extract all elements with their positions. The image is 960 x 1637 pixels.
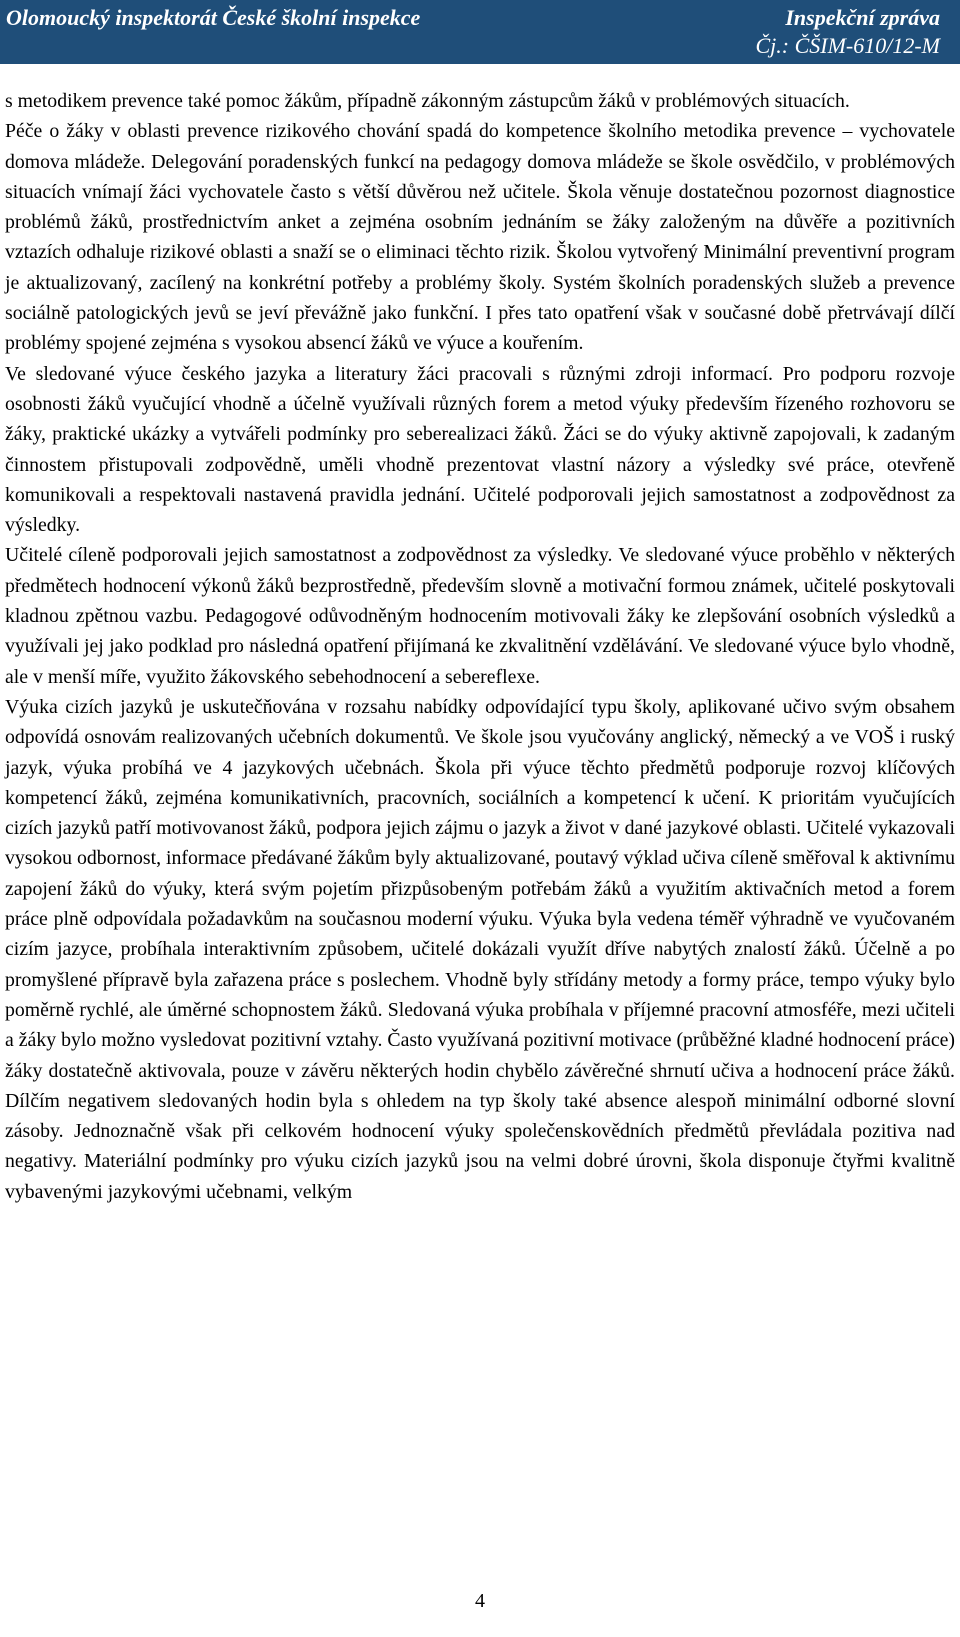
reference-number: Čj.: ČŠIM-610/12-M bbox=[755, 33, 940, 58]
body-text bbox=[5, 86, 955, 1207]
inspectorate-title: Olomoucký inspektorát České školní inspekce bbox=[6, 5, 421, 30]
page-number: 4 bbox=[475, 1590, 485, 1612]
paragraph: Péče o žáky v oblasti prevence rizikového chování spadá do kompetence školního metodika prevence – vychovatele domova mládeže. Delegování poradenských funkcí na pedagogy domova mládeže se škole osvědčilo, v problémových situacích vnímají žáci vychovatele často s větší důvěrou než učitele. Škola věnuje dostatečnou pozornost diagnostice problémů žáků, prostřednictvím anket a zejména osobním jednáním se žáky založeným na důvěře a pozitivních vztazích odhaluje rizikové oblasti a snaží se o eliminaci těchto rizik. Školou vytvořený Minimální preventivní program je aktualizovaný, zacílený na konkrétní potřeby a problémy školy. Systém školních poradenských služeb a prevence sociálně patologických jevů se jeví převážně jako funkční. I přes tato opatření však v současné době přetrvávají dílčí problémy spojené zejména s vysokou absencí žáků ve výuce a kouřením. bbox=[5, 120, 955, 355]
paragraph: Učitelé cíleně podporovali jejich samostatnost a zodpovědnost za výsledky. Ve sledované výuce proběhlo v některých předmětech hodnocení výkonů žáků bezprostředně, především slovně a motivační formou známek, učitelé poskytovali kladnou zpětnou vazbu. Pedagogové odůvodněným hodnocením motivovali žáky ke zlepšování osobních výsledků a využívali jej jako podklad pro následná opatření přijímaná ke zkvalitnění vzdělávání. Ve sledované výuce bylo vhodně, ale v menší míře, využito žákovského sebehodnocení a sebereflexe. bbox=[5, 544, 955, 688]
paragraph: Ve sledované výuce českého jazyka a literatury žáci pracovali s různými zdroji informací. Pro podporu rozvoje osobnosti žáků vyučující vhodně a účelně využívali různých forem a metod výuky především řízeného rozhovoru se žáky, praktické ukázky a vytvářeli podmínky pro seberealizaci žáků. Žáci se do výuky aktivně zapojovali, k zadaným činnostem přistupovali zodpovědně, uměli vhodně prezentovat vlastní názory a výsledky své práce, otevřeně komunikovali a respektovali nastavená pravidla jednání. Učitelé podporovali jejich samostatnost a zodpovědnost za výsledky. bbox=[5, 362, 955, 537]
document-type: Inspekční zpráva bbox=[785, 5, 940, 30]
paragraph: Výuka cizích jazyků je uskutečňována v rozsahu nabídky odpovídající typu školy, aplikované učivo svým obsahem odpovídá osnovám realizovaných učebních dokumentů. Ve škole jsou vyučovány anglický, německý a ve VOŠ i ruský jazyk, výuka probíhá ve 4 jazykových učebnách. Škola při výuce těchto předmětů podporuje rozvoj klíčových kompetencí žáků, zejména komunikativních, pracovních, sociálních a kompetencí k učení. K prioritám vyučujících cizích jazyků patří motivovanost žáků, podpora jejich zájmu o jazyk a život v dané jazykové oblasti. Učitelé vykazovali vysokou odbornost, informace předávané žákům byly aktualizované, poutavý výklad učiva cíleně směřoval k aktivnímu zapojení žáků do výuky, která svým pojetím přizpůsobeným potřebám žáků a využitím aktivačních metod a forem práce plně odpovídala požadavkům na současnou moderní výuku. Výuka byla vedena téměř výhradně ve vyučovaném cizím jazyce, probíhala interaktivním způsobem, učitelé dokázali využít dříve nabytých znalostí žáků. Účelně a po promyšlené přípravě byla zařazena práce s poslechem. Vhodně byly střídány metody a formy práce, tempo výuky bylo poměrně rychlé, ale úměrné schopnostem žáků. Sledovaná výuka probíhala v příjemné pracovní atmosféře, mezi učiteli a žáky bylo možno vysledovat pozitivní vztahy. Často využívaná pozitivní motivace (průběžné kladné hodnocení práce) žáky dostatečně aktivovala, pouze v závěru některých hodin chybělo závěrečné shrnutí učiva a hodnocení práce žáků. Dílčím negativem sledovaných hodin byla s ohledem na typ školy také absence alespoň minimální odborné slovní zásoby. Jednoznačně však při celkovém hodnocení výuky společenskovědních předmětů převládala pozitiva nad negativy. Materiální podmínky pro výuku cizích jazyků jsou na velmi dobré úrovni, škola disponuje čtyřmi kvalitně vybavenými jazykovými učebnami, velkým bbox=[5, 695, 955, 1203]
page-header bbox=[0, 0, 960, 64]
paragraph: s metodikem prevence také pomoc žákům, případně zákonným zástupcům žáků v problémových situacích. bbox=[5, 90, 850, 112]
